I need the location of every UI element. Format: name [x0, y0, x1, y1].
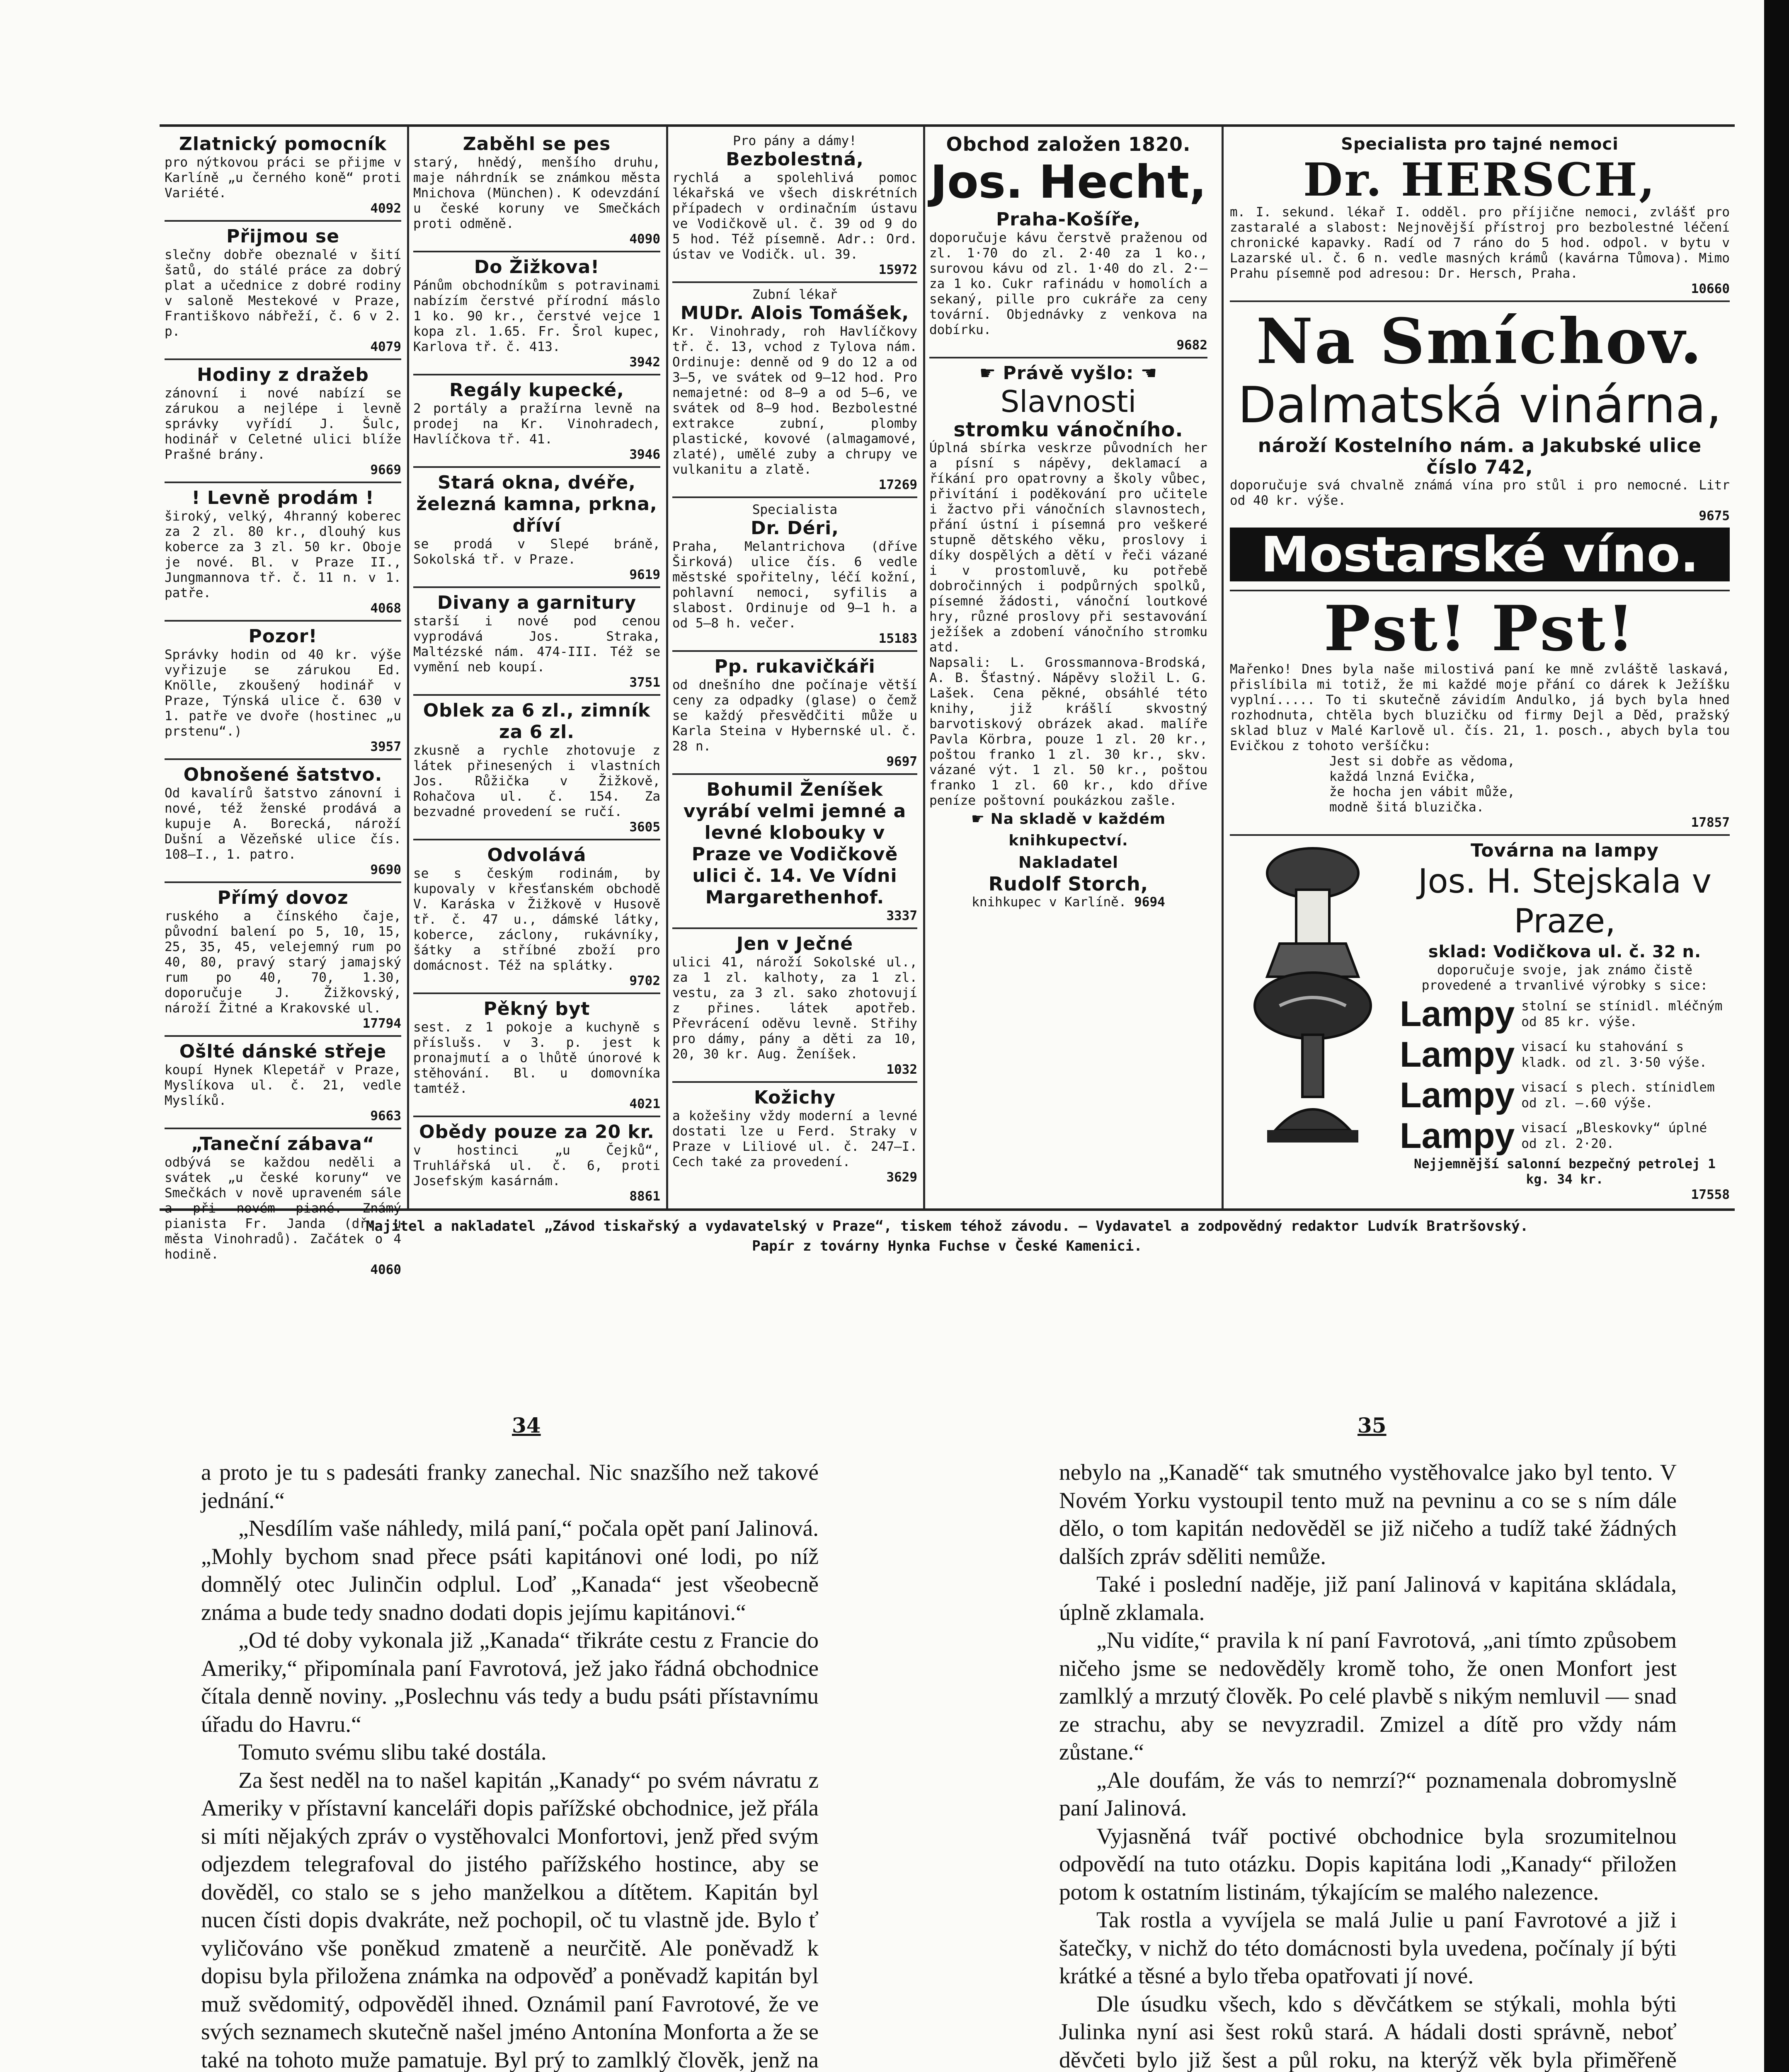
story-page-left	[201, 1459, 819, 2072]
slavnosti-book-ad	[929, 360, 1207, 914]
classified-ad	[165, 131, 401, 222]
story-paragraph: a proto je tu s padesáti franky zanechal. Nic snazšího než takové jednání.“	[201, 1460, 819, 1513]
ad-text: 2 portály a pražírna levně na prodej na Kr. Vinohradech, Havlíčkova tř. 41.	[413, 401, 660, 447]
ad-number: 4021	[629, 1097, 660, 1111]
classified-ad	[165, 362, 401, 483]
classified-ad	[672, 777, 917, 929]
classified-ad	[672, 285, 917, 498]
story-paragraph: „Od té doby vykonala již „Kanada“ třikráte cestu z Francie do Ameriky,“ připomínala paní Favrotová, jež jako řádná obchodnice čítala denně noviny. „Poslechnu vás tedy a budu psáti přístavnímu úřadu do Havru.“	[201, 1628, 819, 1737]
ad-number: 4092	[370, 201, 401, 216]
lamp-item	[1400, 1075, 1730, 1115]
story-paragraph: nebylo na „Kanadě“ tak smutného vystěhovalce jako byl tento. V Novém Yorku vystoupil tento muž na pevninu a co se s ním dále dělo, o tom kapitán nedověděl se již ničeho a tudíž také žádných dalších zpráv sděliti nemůže.	[1059, 1460, 1677, 1569]
story-paragraph: „Nu vidíte,“ pravila k ní paní Favrotová, „ani tímto způsobem ničeho jsme se nedověděly kromě toho, že onen Monfort jest zamlklý a mrzutý člověk. Po celé plavbě s nikým nemluvil — snad ze strachu, aby se nevyzradil. Zmizel a dítě pro vždy nám zůstane.“	[1059, 1628, 1677, 1765]
ad-heading: Obědy pouze za 20 kr.	[419, 1121, 655, 1143]
ad-heading: Zaběhl se pes	[463, 133, 611, 155]
ad-preheading: Specialista	[752, 502, 838, 517]
ad-number: 3751	[629, 675, 660, 690]
ad-heading: Oblek za 6 zl., zimník za 6 zl.	[423, 700, 651, 743]
story-paragraph: „Nesdílím vaše náhledy, milá paní,“ počala opět paní Jalinová. „Mohly bychom snad přece psáti kapitánovi oné lodi, po níž domnělý otec Julinčin odplul. Loď „Kanada“ jest všeobecně známa a bude tedy snadno dodati dopis jejímu kapitánovi.“	[201, 1516, 819, 1625]
ad-text: v hostinci „u Čejků“, Truhlářská ul. č. 6, proti Josefským kasárnám.	[413, 1143, 660, 1188]
ad-text: slečny dobře obeznalé v šití šatů, do stálé práce za dobrý plat a učednice z dobré rodiny v saloně Mestekové v Praze, Františkovo nábřeží, č. 6 v 2. p.	[165, 247, 401, 339]
ad-text: koupí Hynek Klepetář v Praze, Myslíkova ul. č. 21, vedle Myslíků.	[165, 1063, 401, 1108]
ad-text: a kožešiny vždy moderní a levné dostati lze u Ferd. Straky v Praze v Liliové ul. č. 247—I. Cech také za provedení.	[672, 1109, 917, 1169]
ad-column-2	[408, 131, 665, 1204]
pointing-hand-icon: ☛	[979, 363, 1003, 384]
ad-preheading: Pro pány a dámy!	[733, 133, 857, 148]
ad-heading: Pozor!	[248, 626, 318, 647]
founded-line: Obchod založen 1820.	[946, 133, 1191, 155]
ad-heading: Pěkný byt	[483, 998, 590, 1019]
ad-text: Kr. Vinohrady, roh Havlíčkovy tř. č. 13, vchod z Tylova nám. Ordinuje: denně od 9 do 12 a od 3—5, ve svátek od 9—12 hod. Pro nemajetné: od 8—9 a od 5—6, ve svátek od 8—9 hod. Bezbolestné extrakce zubní, plomby plastické, kovové (almagamové, zlaté), umělé zuby a chrupy ve vulkanitu a zlatě.	[672, 324, 917, 477]
hersch-text: m. I. sekund. lékař I. odděl. pro příjične nemoci, zvlášť pro zastaralé a slabost: Nejnovější přístroj pro bezbolestné léčení chronické kapavky. Radí od 7 ráno do 5 hod. odpol. v bytu v Lazarské ul. č. 6 n. vedle masných krámů (kavárna Tůmova). Mimo Prahu písemně pod adresou: Dr. Hersch, Praha.	[1230, 205, 1730, 281]
ad-heading: Obnošené šatstvo.	[183, 764, 383, 785]
classified-ad	[413, 1119, 660, 1208]
ad-number: 17857	[1691, 815, 1730, 830]
factory-maker: Jos. H. Stejskala v Praze,	[1418, 862, 1711, 940]
book-description: Úplná sbírka veskrze původních her a písní s nápěvy, deklamací a říkání pro opatrovny a školy vůbec, přivítání i poděkování pro učitele i žactvo při vánočních slavnostech, přání ústní i písemná pro veškeré stupně dětského věku, proslovy i díky dospělých a dětí v řeči vázané i v prostomluvě, ku potřebě dobročinných i podpůrných spolků, písemné žádosti, vánoční loutkové hry, různé proslovy při sestavování ježíšek a zdobení vánočního stromku atd.	[929, 441, 1207, 655]
ad-number: 9663	[370, 1109, 401, 1123]
ad-column-5	[1225, 131, 1735, 1204]
ad-number: 3605	[629, 820, 660, 835]
ad-column-1	[160, 131, 406, 1277]
ad-number: 9669	[370, 462, 401, 477]
ad-number: 4090	[629, 232, 660, 247]
ad-number: 10660	[1691, 281, 1730, 296]
story-paragraph: „Ale doufám, že vás to nemrzí?“ poznamenala dobromyslně paní Jalinová.	[1059, 1767, 1677, 1821]
imprint-line: Papír z továrny Hynka Fuchse v České Kamenici.	[752, 1238, 1142, 1254]
ad-heading: Jen v Ječné	[736, 933, 853, 954]
page-number-right: 35	[1358, 1413, 1387, 1438]
specialist-line: Specialista pro tajné nemoci	[1341, 135, 1619, 154]
hecht-text: doporučuje kávu čerstvě praženou od zl. 1·70 do zl. 2·40 za 1 ko., surovou kávu od zl. 1·40 do zl. 2·— za 1 ko. Cukr rafinádu v homolích a sekaný, pille pro cukráře za ceny tovární. Objednávky z venkova na dobírku.	[929, 230, 1207, 337]
ad-number: 3957	[370, 739, 401, 754]
ad-text: ruského a čínského čaje, původní balení po 5, 10, 15, 25, 35, 45, velejemný rum po 40, 80, pravý starý jamajský rum po 40, 70, 1.30, doporučuje J. Žižkovský, nároží Žitné a Krakovské ul.	[165, 909, 401, 1016]
ad-heading: Zlatnický pomocník	[179, 133, 387, 155]
ad-text: rychlá a spolehlivá pomoc lékařská ve všech diskrétních případech v ordinačním ústavu ve Vodičkově ul. č. 39 od 9 do 5 hod. Též písemně. Adr.: Ord. ústav ve Vodičk. ul. 39.	[672, 170, 917, 262]
verse-line: že hocha jen vábit může,	[1329, 784, 1515, 799]
hersch-ad	[1230, 131, 1730, 302]
petroleum-text: Nejjemnější salonní bezpečný petrolej 1 kg. 34 kr.	[1414, 1157, 1716, 1187]
lamp-item	[1400, 994, 1730, 1034]
classified-ad	[672, 654, 917, 775]
ad-heading: Stará okna, dvéře, železná kamna, prkna, dříví	[416, 472, 657, 536]
ad-heading: Přímý dovoz	[217, 887, 349, 908]
ad-text: ulici 41, nároží Sokolské ul., za 1 zl. kalhoty, za 1 zl. vestu, za 3 zl. sako zhotovují z přines. látek apotřeb. Převrácení oděvu levně. Střihy pro dámy, pány a děti za 10, 20, 30 kr. Aug. Ženíšek.	[672, 955, 917, 1062]
story-paragraph: Vyjasněná tvář poctivé obchodnice byla srozumitelnou odpovědí na tuto otázku. Dopis kapitána lodi „Kanady“ přiložen potom k ostatním listinám, týkajícím se malého nalezence.	[1059, 1823, 1677, 1905]
ad-text: pro nýtkovou práci se přijme v Karlíně „u černého koně“ proti Variété.	[165, 155, 401, 201]
ad-number: 9702	[629, 973, 660, 988]
ad-text: se prodá v Slepé bráně, Sokolská tř. v Praze.	[413, 537, 660, 567]
ad-heading: „Taneční zábava“	[191, 1133, 375, 1155]
ad-number: 9694	[1134, 895, 1165, 910]
pst-title: Pst! Pst!	[1324, 592, 1636, 665]
ad-text: Správky hodin od 40 kr. výše vyřizuje se zárukou Ed. Knölle, zkoušený hodinář v Praze, Týnská ulice č. 630 v 1. patře ve dvoře (hostinec „u prstenu“.)	[165, 647, 401, 739]
ad-heading: Ošlté dánské střeje	[179, 1041, 387, 1062]
classified-ad	[413, 697, 660, 840]
ad-number: 1032	[886, 1062, 917, 1077]
blouse-ad	[1230, 593, 1730, 836]
ad-number: 17558	[1691, 1187, 1730, 1202]
publisher-tail: knihkupec v Karlíně.	[972, 895, 1127, 910]
ad-number: 4068	[370, 601, 401, 616]
classified-ad	[413, 254, 660, 375]
factory-text: doporučuje svoje, jak známo čistě provedené a trvanlivé výrobky s sice:	[1421, 963, 1708, 993]
ad-text: zkusně a rychle zhotovuje z látek přinesených i vlastních Jos. Růžička v Žižkově, Rohačova ul. č. 154. Za bezvadné provedení se ručí.	[413, 743, 660, 819]
lamp-word: Lampy	[1400, 1075, 1515, 1115]
ad-heading: Kožichy	[754, 1087, 836, 1108]
pointing-hand-icon: ☛	[971, 811, 991, 828]
ad-number: 3337	[886, 908, 917, 923]
ad-number: 3942	[629, 355, 660, 370]
smichov-title: Na Smíchov.	[1256, 305, 1704, 378]
ad-number: 17794	[362, 1016, 401, 1031]
vinarna-address: nároží Kostelního nám. a Jakubské ulice číslo 742,	[1258, 434, 1702, 478]
pointing-hand-icon: ☚	[1134, 363, 1158, 384]
lamp-factory-ad	[1230, 838, 1730, 1206]
ad-column-4	[924, 131, 1212, 1204]
doctor-name: Dr. HERSCH,	[1303, 153, 1657, 206]
classified-ad	[672, 931, 917, 1083]
verse-line: modně šitá bluzička.	[1329, 800, 1484, 815]
ad-heading: Odvolává	[487, 845, 587, 866]
ad-text: Praha, Melantrichova (dříve Širková) ulice čís. 6 vedle městské spořitelny, léčí kožní, pohlavní nemoci, syfilis a slabost. Ordinuje od 9—1 h. a od 5—8 h. večer.	[672, 539, 917, 631]
smichov-wine-ad	[1230, 304, 1730, 591]
vinarna-title: Dalmatská vinárna,	[1238, 377, 1722, 434]
ad-text: zánovní i nové nabízí se zárukou a nejlépe i levně správky vyřídí J. Šulc, hodinář v Celetné ulici blíže Prašné brány.	[165, 386, 401, 462]
ad-number: 8861	[629, 1189, 660, 1204]
just-published: ☛ Právě vyšlo: ☚	[979, 363, 1158, 384]
scan-edge	[1764, 0, 1789, 2072]
ad-text: Od kavalírů šatstvo zánovní i nové, též ženské prodává a kupuje A. Borecká, nároží Dušní a Vězeňské ulice čís. 108—I., 1. patro.	[165, 786, 401, 862]
book-stock: ☛ Na skladě v každém knihkupectví.	[971, 811, 1166, 849]
ad-number: 9675	[1699, 508, 1730, 523]
lamp-desc: visací „Bleskovky“ úplné od zl. 2·20.	[1521, 1121, 1707, 1151]
ad-number: 15183	[878, 631, 917, 646]
classified-ad	[413, 590, 660, 696]
imprint-line: Majitel a nakladatel „Závod tiskařský a vydavatelský v Praze“, tiskem téhož závodu. — Vydavatel a zodpovědný redaktor Ludvík Bratršovský.	[366, 1218, 1529, 1234]
lamp-desc: stolní se stínidl. mléčným od 85 kr. výše.	[1521, 999, 1723, 1029]
ad-heading: Pp. rukavičkáři	[714, 656, 875, 677]
imprint	[160, 1216, 1735, 1256]
verse	[1230, 754, 1730, 815]
ad-text: sest. z 1 pokoje a kuchyně s příslušs. v 3. p. jest k pronajmutí a o lhůtě únorové k stěhování. Bl. u domovníka tamtéž.	[413, 1020, 660, 1096]
publisher-name: Rudolf Storch,	[988, 873, 1149, 895]
classified-ad	[413, 470, 660, 588]
story-paragraph: Dle úsudku všech, kdo s děvčátkem se stýkali, mohla býti Julinka nyní asi šest roků stará. A hádali dosti správně, neboť děvčeti bylo již šest a půl roku, na kterýž věk byla přiměřeně	[1059, 1991, 1677, 2072]
ad-text: starý, hnědý, menšího druhu, maje náhrdník se známkou města Mnichova (München). K odevzdání u české koruny ve Smečkách proti odměně.	[413, 155, 660, 231]
classified-ad	[165, 885, 401, 1037]
ad-text: od dnešního dne počínaje větší ceny za odpadky (glase) o čemž se každý přesvědčiti může u Karla Steina v Hybernské ul. č. 28 n.	[672, 678, 917, 754]
ad-number: 9682	[1176, 338, 1207, 353]
hecht-coffee-ad	[929, 131, 1207, 358]
classified-ad	[413, 842, 660, 994]
classified-ad	[413, 377, 660, 468]
lamp-text-block	[1400, 840, 1730, 1202]
ad-number: 9619	[629, 567, 660, 582]
ad-column-3	[667, 131, 922, 1204]
ad-heading: Bohumil Ženíšek vyrábí velmi jemné a levné klobouky v Praze ve Vodičkově ulici č. 14. Ve Vídni Margarethenhof.	[683, 779, 907, 908]
story-paragraph: Za šest neděl na to našel kapitán „Kanady“ po svém návratu z Ameriky v přístavní kanceláři dopis pařížské obchodnice, jež přála si míti nějakých zpráv o vystěhovalci Monfortovi, jenž před svým odjezdem telegrafoval do jistého pařížského hostince, aby se dověděl, co stalo se s jeho manželkou a dítětem. Kapitán byl nucen čísti dopis dvakráte, než pochopil, oč tu vlastně jde. Bylo ť vyličováno vše poněkud zmateně a neurčitě. Ale poněvadž k dopisu byla přiložena známka na odpověď a poněvadž kapitán byl muž svědomitý, odpověděl ihned. Oznámil paní Favrotové, že ve svých seznamech skutečně našel jméno Antonína Monforta a že se také na tohoto muže pamatuje. Byl prý to zamlklý člověk, jenž na	[201, 1767, 819, 2072]
classified-ad	[165, 223, 401, 360]
publisher-label: Nakladatel	[1018, 853, 1119, 871]
blouse-text: Mařenko! Dnes byla naše milostivá paní ke mně zvláště laskavá, přislíbila mi totiž, že mi každé moje přání co dárek k Ježíšku vyplní..... To ti skutečně závidím Andulko, já bych byla hned rozhodnuta, chtěla bych bluzičku od firmy Dejl a Děd, pražský sklad bluz v Malé Karlově ul. čís. 21, 1. posch., abych byla tou Evičkou z tohoto veršíčku:	[1230, 662, 1730, 753]
page-number-left: 34	[512, 1413, 541, 1438]
ad-heading: Regály kupecké,	[449, 380, 624, 401]
story-paragraph: Tomuto svému slibu také dostála.	[238, 1740, 547, 1765]
book-title: Slavnosti	[1000, 384, 1137, 419]
ad-heading: Hodiny z dražeb	[197, 364, 369, 385]
ad-text: odbývá se každou neděli a svátek „u české koruny“ ve Smečkách v nově upraveném sále a při novém piané. Známý pianista Fr. Janda (dř. u města Vinohradů). Začátek o 4 hodině.	[165, 1155, 401, 1262]
ad-heading: Do Žižkova!	[474, 257, 600, 278]
hecht-name: Jos. Hecht,	[930, 155, 1207, 208]
ad-number: 9697	[886, 754, 917, 769]
classified-ad	[165, 762, 401, 883]
classified-ad	[672, 500, 917, 652]
ad-preheading: Zubní lékař	[752, 287, 838, 302]
lamp-item	[1400, 1035, 1730, 1075]
story-page-right	[1059, 1459, 1677, 2072]
ad-number: 17269	[878, 477, 917, 492]
classified-ad	[165, 1038, 401, 1129]
ad-text: starší i nové pod cenou vyprodává Jos. Straka, Maltézské nám. 474-III. Též se vymění neb koupí.	[413, 614, 660, 675]
classified-ad	[165, 485, 401, 622]
story-paragraph: Také i poslední naděje, již paní Jalinová v kapitána skládala, úplně zklamala.	[1059, 1572, 1677, 1625]
classified-ad	[165, 1131, 401, 1281]
column-rule	[1222, 127, 1224, 1208]
factory-store: sklad: Vodičkova ul. č. 32 n.	[1428, 942, 1702, 961]
ad-number: 3629	[886, 1170, 917, 1185]
lamp-word: Lampy	[1400, 1035, 1515, 1075]
ad-heading: Divany a garnitury	[437, 592, 637, 613]
ad-number: 3946	[629, 447, 660, 462]
lamp-word: Lampy	[1400, 994, 1515, 1034]
classified-ad	[672, 1084, 917, 1189]
factory-title: Továrna na lampy	[1471, 840, 1659, 861]
ad-heading: Dr. Déri,	[751, 518, 839, 539]
ad-number: 4060	[370, 1262, 401, 1277]
verse-line: Jest si dobře as vědoma,	[1329, 754, 1515, 769]
ad-number: 9690	[370, 862, 401, 877]
ad-text: Pánům obchodníkům s potravinami nabízím čerstvé přírodní máslo 1 ko. 90 kr., čerstvé vejce 1 kopa zl. 1.65. Fr. Šrol kupec, Karlova tř. č. 413.	[413, 278, 660, 354]
ad-heading: Bezbolestná,	[726, 149, 864, 170]
ad-heading: MUDr. Alois Tomášek,	[680, 303, 909, 324]
ad-text: široký, velký, 4hranný koberec za 2 zl. 80 kr., dlouhý kus koberce za 3 zl. 50 kr. Oboje je nové. Bl. v Praze II., Jungmannova tř. č. 11 n. v 1. patře.	[165, 509, 401, 600]
ad-number: 4079	[370, 339, 401, 354]
hecht-place: Praha-Košíře,	[996, 209, 1141, 230]
vinarna-text: doporučuje svá chvalně známá vína pro stůl i pro nemocné. Litr od 40 kr. výše.	[1230, 478, 1730, 508]
classified-ad	[413, 996, 660, 1117]
lamp-desc: visací ku stahování s kladk. od zl. 3·50 výše.	[1521, 1039, 1707, 1070]
lamp-desc: visací s plech. stínidlem od zl. —.60 výše.	[1521, 1080, 1715, 1111]
story-paragraph: Tak rostla a vyvíjela se malá Julie u paní Favrotové a již i šatečky, v nichž do této domácnosti byla uvedena, počínaly jí býti krátké a těsné a bylo třeba opatřovati jí nové.	[1059, 1907, 1677, 1989]
ad-text: se s českým rodinám, by kupovaly v křesťanském obchodě V. Karáska v Žižkově v Husově tř. č. 47 u., dámské látky, koberce, záclony, rukávníky, šátky a stříbné zboží pro domácnost. Též na splátky.	[413, 866, 660, 973]
book-subtitle: stromku vánočního.	[953, 418, 1183, 441]
lamp-item	[1400, 1116, 1730, 1156]
classified-ad	[165, 623, 401, 760]
oil-lamp-illustration	[1230, 840, 1396, 1155]
ad-heading: ! Levně prodám !	[192, 487, 374, 508]
mostar-banner: Mostarské víno.	[1230, 528, 1730, 581]
verse-line: každá lnzná Evička,	[1329, 769, 1476, 784]
classified-ad	[672, 131, 917, 283]
classified-ad	[413, 131, 660, 252]
lamp-word: Lampy	[1400, 1116, 1515, 1156]
ad-number: 15972	[878, 262, 917, 277]
ad-heading: Přijmou se	[226, 226, 339, 247]
book-price: Napsali: L. Grossmannova-Brodská, A. B. Šťastný. Nápěvy složil L. G. Lašek. Cena pěkné, obsáhlé této knihy, již krášlí skvostný barvotiskový obrázek akad. malíře Pavla Körbra, pouze 1 zl. 20 kr., poštou franko 1 zl. 30 kr., skv. vázané výt. 1 zl. 50 kr., poštou franko 1 zl. 60 kr., kdo dříve peníze poštovní poukázkou zašle.	[929, 655, 1207, 808]
